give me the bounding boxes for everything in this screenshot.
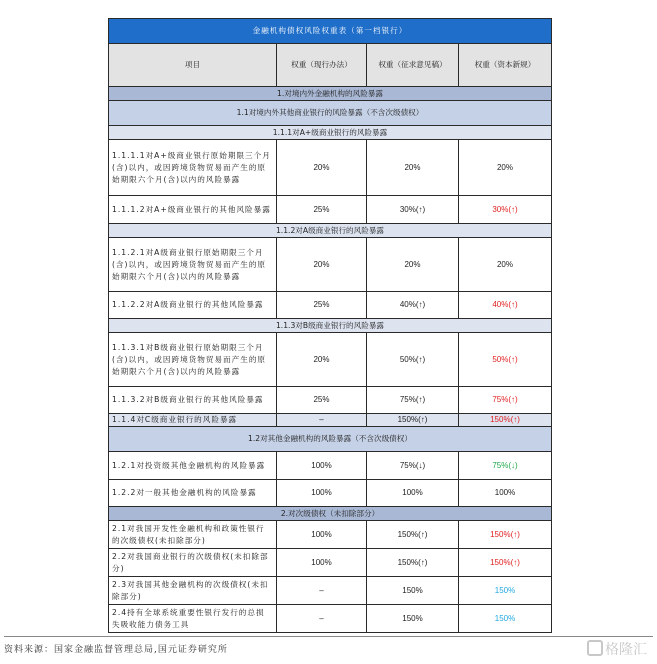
cell-new: 30% (↑) bbox=[459, 196, 552, 224]
cell-current: 100% bbox=[277, 452, 367, 480]
row-label: 1.1.1.1对A+级商业银行原始期限三个月(含)以内，或因跨境货物贸易而产生的原始期限六个月(含)以内的风险暴露 bbox=[109, 140, 277, 196]
down-arrow-icon bbox=[508, 461, 517, 470]
footer bbox=[4, 636, 653, 658]
cell-draft: 20% bbox=[367, 140, 459, 196]
up-arrow-icon bbox=[511, 530, 520, 539]
header-row bbox=[109, 44, 552, 87]
row-label: 1.1.2.2对A级商业银行的其他风险暴露 bbox=[109, 292, 277, 319]
cell-new: 150% (↑) bbox=[459, 549, 552, 577]
cell-new: 150% (↑) bbox=[459, 414, 552, 427]
cell-current: – bbox=[277, 577, 367, 605]
cell-new: 20% bbox=[459, 238, 552, 292]
row-label: 1.1.4对C级商业银行的风险暴露 bbox=[109, 414, 277, 427]
table-row bbox=[109, 521, 552, 549]
section-heading: 1.1.2对A级商业银行的风险暴露 bbox=[109, 224, 552, 238]
table-row bbox=[109, 196, 552, 224]
row-label: 1.1.3.2对B级商业银行的其他风险暴露 bbox=[109, 387, 277, 414]
up-arrow-icon bbox=[418, 558, 427, 567]
cell-current: – bbox=[277, 414, 367, 427]
cell-current: 100% bbox=[277, 480, 367, 507]
cell-current: 100% bbox=[277, 549, 367, 577]
up-arrow-icon bbox=[508, 300, 517, 309]
cell-new: 150% (↑) bbox=[459, 521, 552, 549]
cell-current: 25% bbox=[277, 387, 367, 414]
up-arrow-icon bbox=[416, 205, 425, 214]
cell-draft: 150% (↑) bbox=[367, 549, 459, 577]
section-heading: 2.对次级债权（未扣除部分） bbox=[109, 507, 552, 521]
row-label: 1.2.2对一般其他金融机构的风险暴露 bbox=[109, 480, 277, 507]
section-heading: 1.1.3对B级商业银行的风险暴露 bbox=[109, 319, 552, 333]
section-heading: 1.对境内外金融机构的风险暴露 bbox=[109, 87, 552, 101]
row-label: 1.1.2.1对A级商业银行原始期限三个月(含)以内，或因跨境货物贸易而产生的原始期限六个月(含)以内的风险暴露 bbox=[109, 238, 277, 292]
up-arrow-icon bbox=[508, 355, 517, 364]
risk-weight-table-container bbox=[108, 18, 551, 633]
up-arrow-icon bbox=[508, 205, 517, 214]
cell-current: 20% bbox=[277, 140, 367, 196]
row-label: 2.2对我国商业银行的次级债权(未扣除部分) bbox=[109, 549, 277, 577]
cell-draft: 150% (↑) bbox=[367, 521, 459, 549]
cell-new: 50% (↑) bbox=[459, 333, 552, 387]
cell-new: 75% (↓) bbox=[459, 452, 552, 480]
row-label: 1.1.1.2对A+级商业银行的其他风险暴露 bbox=[109, 196, 277, 224]
col-header-draft: 权重（征求意见稿） bbox=[367, 44, 459, 87]
table-row bbox=[109, 414, 552, 427]
cell-draft: 75% (↓) bbox=[367, 452, 459, 480]
section-heading: 1.1.1对A+级商业银行的风险暴露 bbox=[109, 126, 552, 140]
logo-text: 格隆汇 bbox=[605, 642, 647, 658]
cell-current: 20% bbox=[277, 238, 367, 292]
table-row bbox=[109, 292, 552, 319]
cell-new: 150% bbox=[459, 605, 552, 633]
table-row bbox=[109, 480, 552, 507]
up-arrow-icon bbox=[416, 355, 425, 364]
cell-draft: 150% (↑) bbox=[367, 414, 459, 427]
cell-draft: 40% (↑) bbox=[367, 292, 459, 319]
risk-weight-table bbox=[108, 18, 552, 633]
table-row bbox=[109, 238, 552, 292]
cell-draft: 20% bbox=[367, 238, 459, 292]
up-arrow-icon bbox=[418, 415, 427, 424]
row-label: 2.4持有全球系统重要性银行发行的总损失吸收能力债务工具 bbox=[109, 605, 277, 633]
cell-new: 100% bbox=[459, 480, 552, 507]
up-arrow-icon bbox=[418, 530, 427, 539]
cell-draft: 30% (↑) bbox=[367, 196, 459, 224]
up-arrow-icon bbox=[511, 415, 520, 424]
cell-draft: 150% bbox=[367, 577, 459, 605]
down-arrow-icon bbox=[416, 461, 425, 470]
table-row bbox=[109, 387, 552, 414]
row-label: 2.3对我国其他金融机构的次级债权(未扣除部分) bbox=[109, 577, 277, 605]
table-row bbox=[109, 452, 552, 480]
up-arrow-icon bbox=[416, 395, 425, 404]
table-row bbox=[109, 605, 552, 633]
row-label: 2.1对我国开发性金融机构和政策性银行的次级债权(未扣除部分) bbox=[109, 521, 277, 549]
table-row bbox=[109, 333, 552, 387]
cell-current: 25% bbox=[277, 196, 367, 224]
table-title: 金融机构债权风险权重表（第一档银行） bbox=[109, 19, 552, 44]
cell-draft: 100% bbox=[367, 480, 459, 507]
cell-current: – bbox=[277, 605, 367, 633]
source-note: 资料来源：国家金融监督管理总局,国元证券研究所 bbox=[4, 645, 228, 655]
cell-draft: 150% bbox=[367, 605, 459, 633]
table-row bbox=[109, 577, 552, 605]
section-heading: 1.2对其他金融机构的风险暴露（不含次级债权） bbox=[109, 427, 552, 452]
cell-new: 75% (↑) bbox=[459, 387, 552, 414]
col-header-item: 项目 bbox=[109, 44, 277, 87]
row-label: 1.1.3.1对B级商业银行原始期限三个月(含)以内，或因跨境货物贸易而产生的原始期限六个月(含)以内的风险暴露 bbox=[109, 333, 277, 387]
watermark-logo bbox=[587, 639, 647, 659]
cell-current: 20% bbox=[277, 333, 367, 387]
col-header-current: 权重（现行办法） bbox=[277, 44, 367, 87]
cell-new: 40% (↑) bbox=[459, 292, 552, 319]
logo-icon bbox=[587, 640, 603, 656]
up-arrow-icon bbox=[416, 300, 425, 309]
cell-current: 25% bbox=[277, 292, 367, 319]
cell-current: 100% bbox=[277, 521, 367, 549]
up-arrow-icon bbox=[511, 558, 520, 567]
col-header-new-rules: 权重（资本新规） bbox=[459, 44, 552, 87]
cell-new: 20% bbox=[459, 140, 552, 196]
table-row bbox=[109, 549, 552, 577]
section-heading: 1.1对境内外其他商业银行的风险暴露（不含次级债权） bbox=[109, 101, 552, 126]
cell-draft: 75% (↑) bbox=[367, 387, 459, 414]
cell-new: 150% bbox=[459, 577, 552, 605]
table-row bbox=[109, 140, 552, 196]
up-arrow-icon bbox=[508, 395, 517, 404]
cell-draft: 50% (↑) bbox=[367, 333, 459, 387]
row-label: 1.2.1对投资级其他金融机构的风险暴露 bbox=[109, 452, 277, 480]
